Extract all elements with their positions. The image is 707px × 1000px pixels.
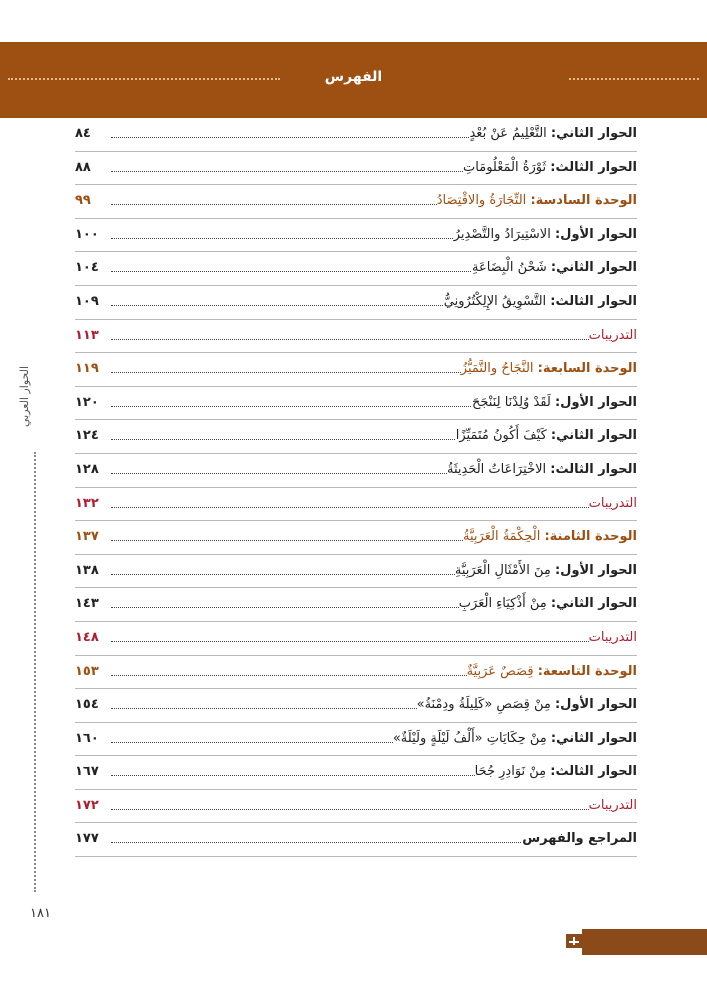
toc-entry-label: الحوار الأول: [554, 226, 637, 242]
toc-entry-title [467, 664, 637, 679]
toc-entry-title [472, 395, 637, 410]
toc-entry-name: التدريبات [588, 797, 637, 813]
toc-entry-label: الوحدة الثامنة: [544, 529, 637, 545]
toc-row[interactable] [75, 420, 637, 454]
toc-entry-name: التِّجَارَةُ والاقْتِصَادُ [436, 193, 527, 209]
toc-entry-name: الاسْتِيرَادُ والتَّصْدِيرُ [453, 226, 551, 242]
toc-entry-label: الحوار الثاني: [550, 126, 637, 141]
toc-entry-name: مِنْ حِكَايَاتِ «أَلْفُ لَيْلَةٍ ولَيْلَةٌ» [392, 730, 547, 746]
toc-page-number: ١٧٧ [75, 831, 99, 847]
logo-icon [566, 932, 582, 950]
toc-entry-title [444, 294, 637, 309]
side-label [12, 360, 52, 440]
toc-entry-name: الْحِكْمَةُ الْعَرَبِيَّةُ [463, 529, 541, 545]
toc-entry-label: الحوار الثاني: [550, 428, 637, 444]
toc-entry-label: المراجع والفهرس [522, 831, 637, 847]
toc-page-number: ١٣٧ [75, 529, 99, 545]
toc-entry-title [589, 798, 637, 813]
toc-entry-label: الحوار الأول: [554, 697, 637, 713]
toc-exercise-row[interactable] [75, 320, 637, 354]
footer-bar [582, 929, 707, 955]
header-bar [0, 42, 707, 118]
toc-page-number: ١٦٧ [75, 764, 99, 780]
toc-entry-name: مِنَ الأَمْثَالِ الْعَرَبِيَّةِ [454, 562, 551, 578]
toc-entry-name: مِنْ نَوَادِرِ جُحَا [474, 764, 547, 780]
toc-row[interactable] [75, 723, 637, 757]
toc-entry-label: الحوار الثالث: [550, 293, 637, 309]
toc-page-number: ١١٩ [75, 361, 99, 377]
toc-entry-title [461, 361, 637, 376]
toc-entry-name: مِنْ قِصَصِ «كَلِيلَةُ ودِمْنَةُ» [416, 697, 551, 713]
toc-page-number: ١٧٢ [75, 797, 99, 813]
toc-entry-name: التَّسْوِيقُ الإِلِكْتُرُونِيُّ [443, 293, 547, 309]
toc-exercise-row[interactable] [75, 488, 637, 522]
toc-entry-name: التدريبات [588, 629, 637, 645]
toc-entry-name: التدريبات [588, 495, 637, 511]
table-of-contents [75, 118, 637, 857]
toc-entry-title [456, 428, 637, 443]
toc-row[interactable] [75, 454, 637, 488]
toc-entry-title [437, 193, 637, 208]
toc-entry-title [475, 764, 637, 779]
toc-entry-title [472, 260, 637, 275]
toc-entry-title [589, 496, 637, 511]
dot-leader [111, 809, 637, 810]
toc-unit-row[interactable] [75, 353, 637, 387]
toc-entry-name: ثَوْرَةُ الْمَعْلُومَاتِ [463, 159, 547, 175]
toc-page-number: ١٢٨ [75, 461, 99, 477]
toc-entry-title [447, 462, 637, 477]
toc-page-number: ١٣٨ [75, 562, 99, 578]
toc-entry-title [589, 630, 637, 645]
toc-entry-label: الحوار الثاني: [550, 260, 637, 276]
toc-entry-title [463, 160, 637, 175]
toc-unit-row[interactable] [75, 521, 637, 555]
toc-entry-label: الوحدة السابعة: [537, 361, 637, 377]
toc-entry-name: الاخْتِرَاعَاتُ الْحَدِيثَةُ [446, 461, 547, 477]
toc-entry-title [455, 563, 637, 578]
side-divider [34, 452, 36, 892]
toc-page-number: ١٣٢ [75, 495, 99, 511]
toc-row[interactable] [75, 555, 637, 589]
toc-entry-name: مِنْ أَذْكِيَاءِ الْعَرَبِ [458, 596, 547, 612]
toc-exercise-row[interactable] [75, 790, 637, 824]
toc-page-number: ١١٣ [75, 327, 99, 343]
page-title: الفهرس [324, 69, 383, 85]
toc-page-number: ١٠٤ [75, 260, 99, 276]
header-divider-right [569, 78, 699, 80]
toc-page-number: ١٠٩ [75, 293, 99, 309]
toc-entry-label: الحوار الثالث: [550, 764, 637, 780]
toc-entry-label: الحوار الأول: [554, 562, 637, 578]
dot-leader [111, 641, 637, 642]
toc-entry-name: شَحْنُ الْبِضَاعَةِ [471, 260, 547, 276]
toc-page-number: ١٥٤ [75, 697, 99, 713]
toc-page-number: ١٥٣ [75, 663, 99, 679]
toc-row[interactable] [75, 252, 637, 286]
toc-page-number: ١٢٠ [75, 394, 99, 410]
dot-leader [111, 339, 637, 340]
toc-entry-name: لَقَدْ وُلِدْنَا لِنَنْجَحَ [471, 394, 551, 410]
toc-entry-title [459, 596, 637, 611]
toc-entry-label: الحوار الثالث: [550, 461, 637, 477]
toc-page-number: ٨٨ [75, 159, 91, 175]
toc-exercise-row[interactable] [75, 622, 637, 656]
toc-row[interactable] [75, 823, 637, 857]
dot-leader [111, 507, 637, 508]
toc-entry-label: الحوار الثاني: [550, 730, 637, 746]
toc-entry-title [469, 126, 637, 141]
toc-page-number: ١٢٤ [75, 428, 99, 444]
toc-unit-row[interactable] [75, 656, 637, 690]
toc-entry-name: التَّعْلِيمُ عَنْ بُعْدٍ [469, 126, 547, 141]
toc-entry-label: الحوار الثالث: [550, 159, 637, 175]
toc-page-number: ٩٩ [75, 193, 91, 209]
toc-entry-name: النَّجَاحُ والتَّمَيُّزُ [460, 361, 534, 377]
toc-page-number: ٨٤ [75, 126, 91, 141]
toc-unit-row[interactable] [75, 185, 637, 219]
toc-entry-name: التدريبات [588, 327, 637, 343]
toc-row[interactable] [75, 387, 637, 421]
toc-entry-title [393, 731, 637, 746]
toc-entry-title [589, 328, 637, 343]
toc-page-number: ١٤٣ [75, 596, 99, 612]
toc-entry-label: الحوار الثاني: [550, 596, 637, 612]
toc-page-number: ١٠٠ [75, 226, 99, 242]
toc-entry-name: قِصَصٌ عَرَبِيَّةٌ [466, 663, 534, 679]
toc-row[interactable] [75, 219, 637, 253]
toc-row[interactable] [75, 152, 637, 186]
toc-row[interactable] [75, 118, 637, 152]
side-label-text: الحوار العربي [18, 365, 32, 428]
toc-page-number: ١٦٠ [75, 730, 99, 746]
toc-row[interactable] [75, 689, 637, 723]
toc-entry-label: الوحدة التاسعة: [537, 663, 637, 679]
toc-entry-title [522, 831, 637, 846]
toc-entry-name: كَيْفَ أَكُونُ مُتَمَيِّزًا [455, 428, 547, 444]
toc-entry-label: الحوار الأول: [554, 394, 637, 410]
toc-page-number: ١٤٨ [75, 629, 99, 645]
toc-entry-label: الوحدة السادسة: [530, 193, 637, 209]
toc-row[interactable] [75, 756, 637, 790]
toc-entry-title [463, 529, 637, 544]
toc-entry-title [417, 697, 637, 712]
toc-row[interactable] [75, 588, 637, 622]
toc-row[interactable] [75, 286, 637, 320]
toc-entry-title [454, 227, 637, 242]
page-number: ١٨١ [30, 906, 51, 921]
